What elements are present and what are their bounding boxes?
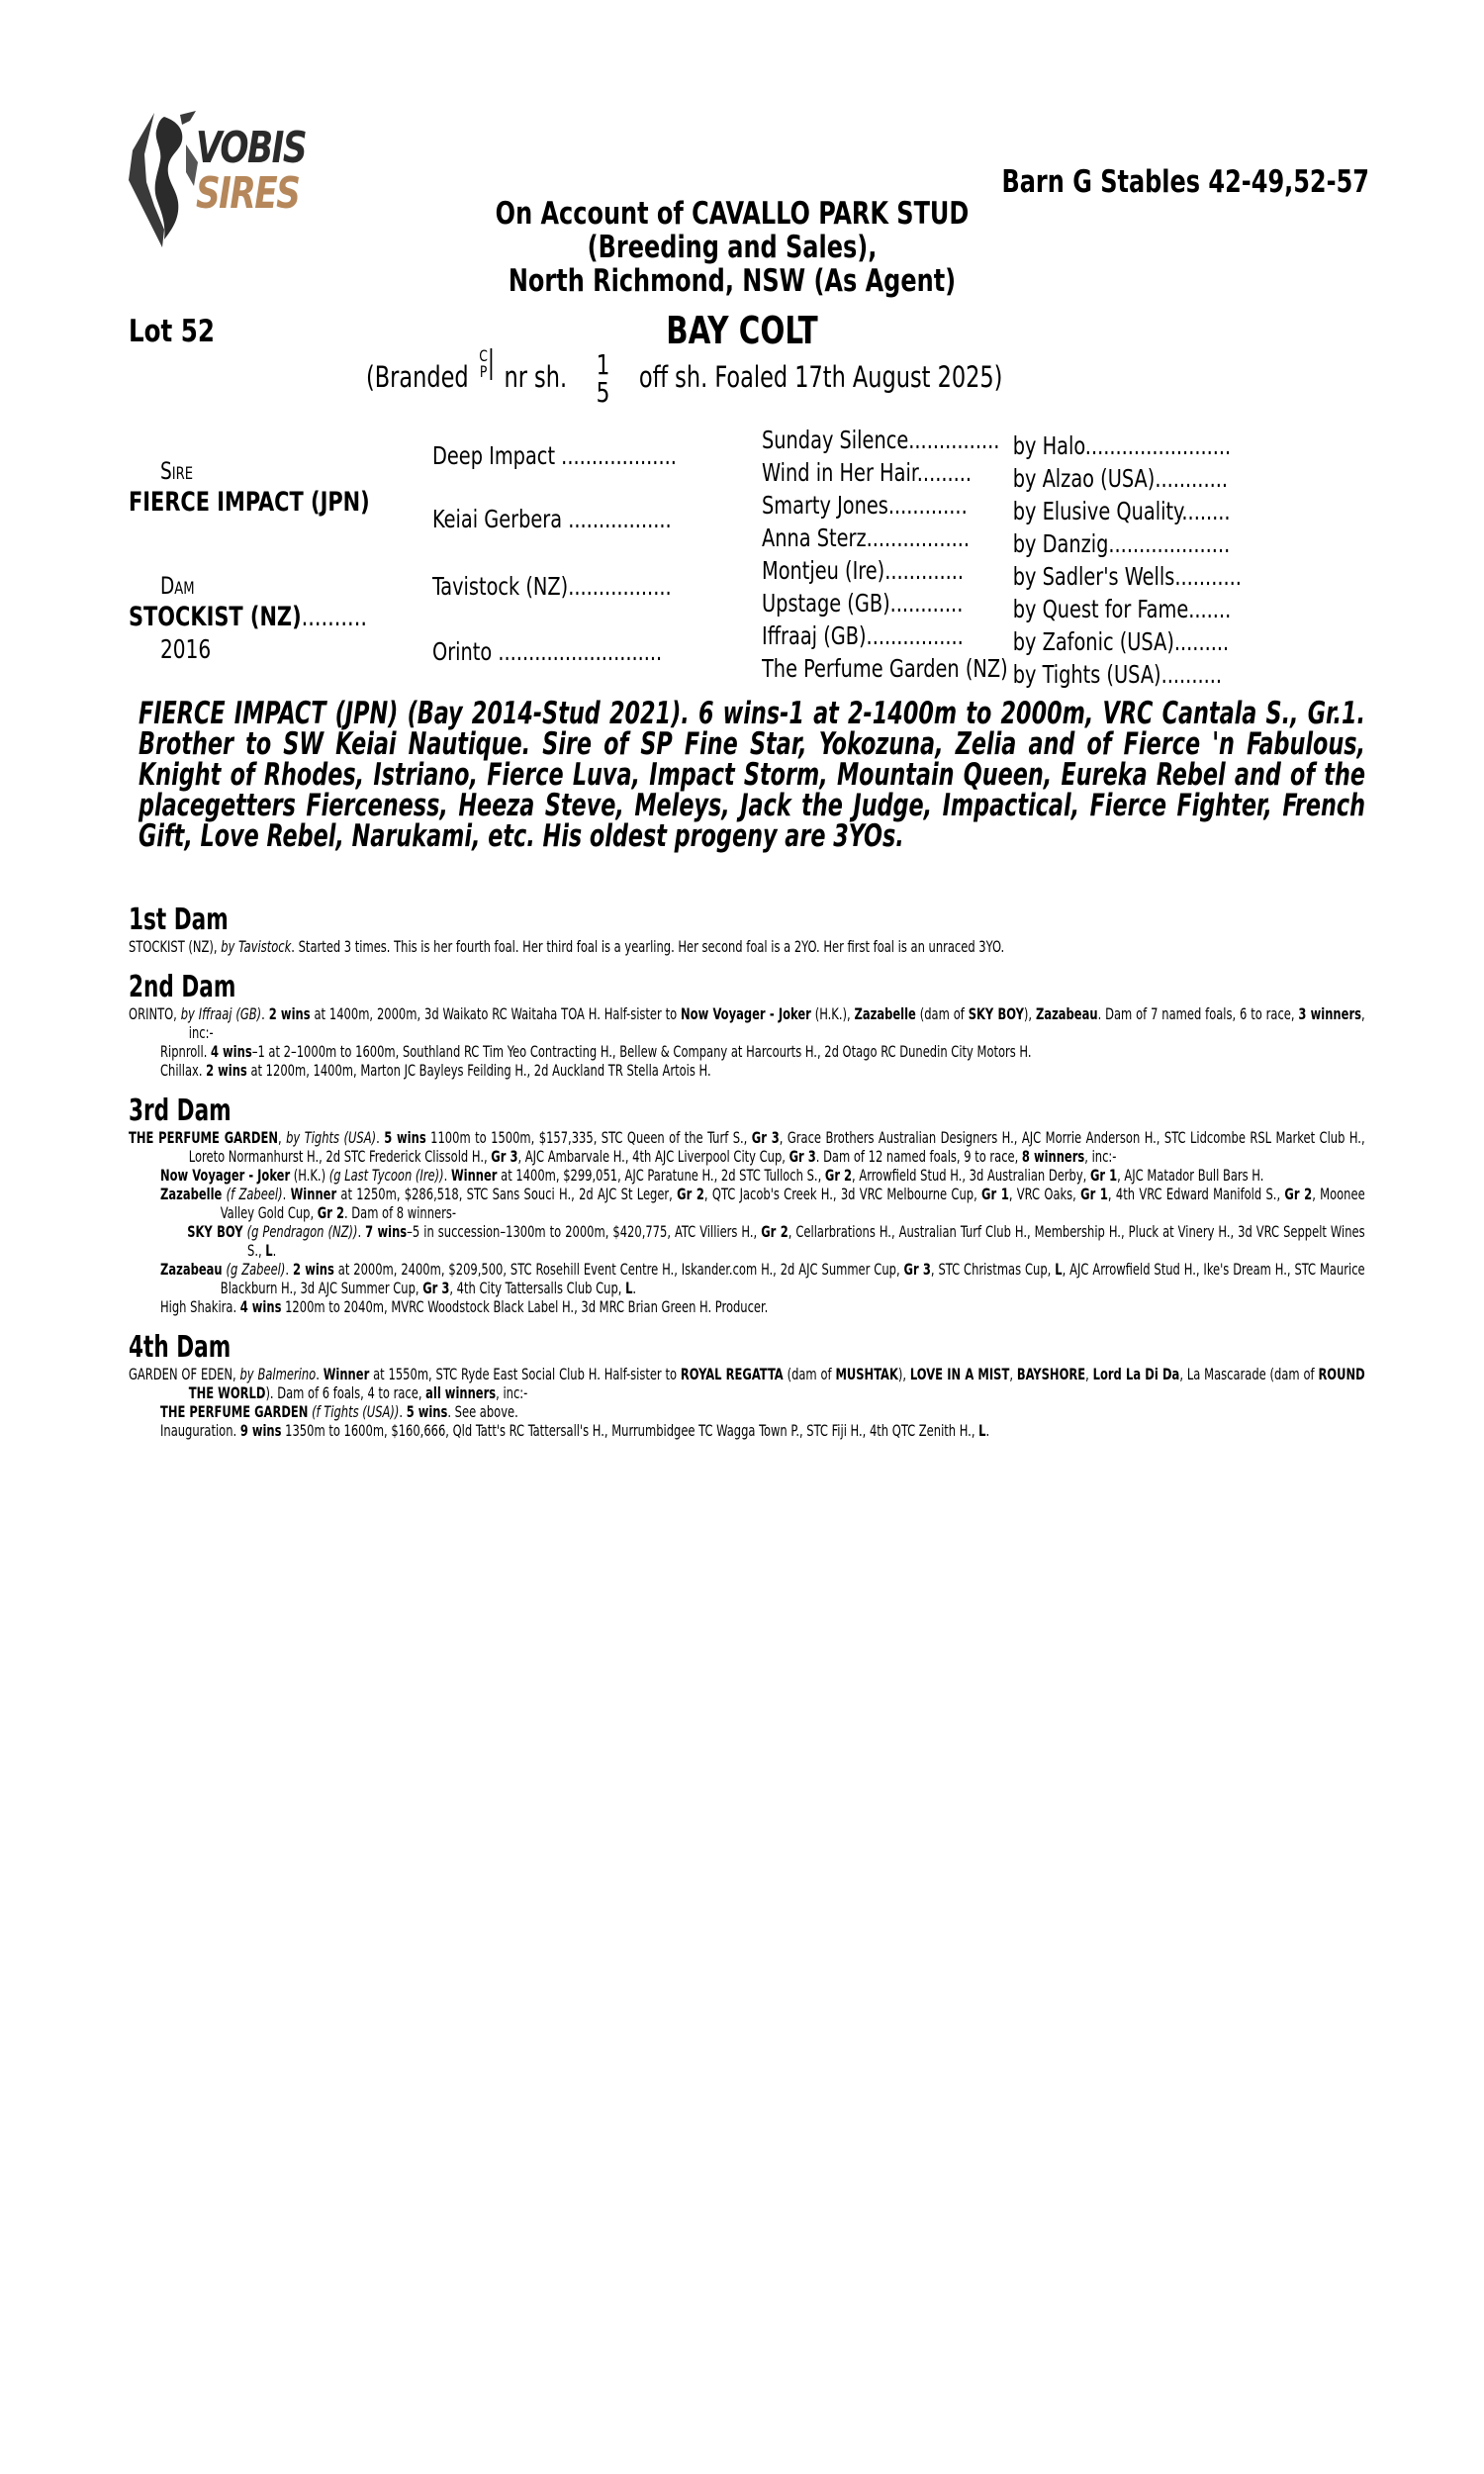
text-run: , Cellarbrations H., Australian Turf Club H., Membership H., Pluck at Vinery H., 3d VRC Seppelt Wines S., [247,1222,1365,1260]
italic-text: by Tavistock [221,937,292,956]
ancestor-name [762,621,1013,650]
bold-text: THE PERFUME GARDEN [160,1402,309,1421]
text-run: . [316,1365,324,1383]
text-run: , STC Christmas Cup, [930,1260,1056,1279]
brand-suffix: off sh. Foaled 17th August 2025) [638,360,1003,394]
progeny-entry [129,1260,1365,1297]
bold-text: SKY BOY [968,1004,1024,1023]
bold-text: Gr 3 [751,1128,780,1147]
bold-text: SKY BOY [187,1222,243,1241]
brand-description [366,348,1002,407]
gen3-row [762,654,1222,689]
text-run: (H.K.) [290,1166,329,1185]
italic-text: by Balmerino [239,1365,317,1383]
bold-text: Winner [450,1166,498,1185]
bold-text: L [625,1279,633,1297]
bold-text: 2 wins [292,1260,334,1279]
text-run: , AJC Matador Bull Bars H. [1117,1166,1264,1185]
bold-text: L [265,1241,273,1260]
dam-heading: 2nd Dam [129,970,236,1004]
bold-text: Gr 2 [761,1222,788,1241]
ancestor-sire [1013,595,1232,623]
bold-text: 7 wins [365,1222,408,1241]
text-run: , [1009,1365,1017,1383]
dam-entry [129,937,1365,956]
text-run: at 1400m, $299,051, AJC Paratune H., 2d STC Tulloch S., [497,1166,825,1185]
text-run: , [278,1128,287,1147]
dam-entry [129,1365,1365,1402]
vendor-line-1: On Account of CAVALLO PARK STUD [495,196,970,232]
bold-text: all winners [425,1383,497,1402]
ancestor-sire-dots: .......... [1160,660,1223,689]
vendor-line-3: North Richmond, NSW (As Agent) [508,263,957,299]
bold-text: BAYSHORE [1016,1365,1086,1383]
bold-text: ROYAL REGATTA [680,1365,784,1383]
logo-text-sires: SIRES [196,168,300,219]
bold-text: Gr 1 [1080,1185,1108,1203]
ancestor-dots: ................. [866,523,971,552]
ancestor-sire-text: by Tights (USA) [1012,660,1161,689]
bold-text: Winner [290,1185,337,1203]
bold-text: Gr 2 [1284,1185,1313,1203]
bold-text: 5 wins [406,1402,448,1421]
ancestor-name-text: Anna Sterz [762,523,867,552]
italic-text: (g Last Tycoon (Ire)) [328,1166,444,1185]
sire-summary [139,696,1365,854]
gen2-row: Deep Impact ................... [432,441,677,470]
bold-text: Gr 2 [317,1203,344,1222]
text-run: , inc:- [496,1383,528,1402]
ancestor-name-text: Smarty Jones [762,491,888,520]
bold-text: Gr 3 [422,1279,450,1297]
bold-text: Gr 1 [1089,1166,1118,1185]
progeny-entry [129,1042,1365,1061]
lot-title: BAY COLT [666,309,818,352]
progeny-entry [129,1185,1365,1222]
ancestor-sire-text: by Halo [1012,431,1085,460]
text-run: ). Dam of 6 foals, 4 to race, [265,1383,426,1402]
ancestor-sire [1013,464,1228,493]
bold-text: Gr 2 [824,1166,853,1185]
bold-text: L [978,1421,986,1440]
bold-text: Gr 3 [903,1260,931,1279]
italic-text: (g Pendragon (NZ)) [246,1222,358,1241]
brand-mark-top: C [479,346,488,365]
ancestor-sire-text: by Elusive Quality [1012,497,1182,525]
text-run: . Dam of 7 named foals, 6 to race, [1097,1004,1299,1023]
text-run: at 1550m, STC Ryde East Social Club H. Half-sister to [369,1365,681,1383]
italic-text: by Iffraaj (GB) [180,1004,262,1023]
bold-text: Zazabelle [160,1185,223,1203]
bold-text: 2 wins [206,1061,247,1080]
ancestor-sire-text: by Danzig [1012,529,1109,558]
ancestor-sire-dots: ............ [1155,464,1229,493]
text-run: 1350m to 1600m, $160,666, Qld Tatt's RC Tattersall's H., Murrumbidgee TC Wagga Town P., STC Fiji H., 4th QTC Zenith H., [281,1421,979,1440]
text-run: , AJC Arrowfield Stud H., Ike's Dream H., STC Maurice Blackburn H., 3d AJC Summer Cup, [220,1260,1365,1297]
dam-entry [129,1128,1365,1166]
ancestor-name-text: Upstage (GB) [762,589,890,618]
gen3-row [762,523,1230,558]
ancestor-dots: ............ [889,589,964,618]
bold-text: 4 wins [239,1297,282,1316]
sire-label: Sire [160,457,194,485]
text-run: STOCKIST (NZ), [129,937,222,956]
progeny-entry [129,1297,1365,1316]
text-run: , inc:- [1084,1147,1117,1166]
text-run: High Shakira. [160,1297,240,1316]
dam-label: Dam [160,572,195,600]
bold-text: Gr 1 [981,1185,1009,1203]
text-run: , Arrowfield Stud H., 3d Australian Derby, [852,1166,1090,1185]
progeny-entry [129,1061,1365,1080]
text-run: ), [1023,1004,1036,1023]
brand-mark [479,348,492,380]
ancestor-name-text: Iffraaj (GB) [762,621,867,650]
text-run: , Grace Brothers Australian Designers H., AJC Morrie Anderson H., STC Lidcombe RSL Market Club H., Loreto Normanhurst H., 2d STC Frederick Clissold H., [188,1128,1365,1166]
barn-stables: Barn G Stables 42-49,52-57 [1001,164,1369,200]
dam-sections [129,889,1365,1440]
dam-heading: 3rd Dam [129,1094,232,1128]
text-run: . See above. [447,1402,518,1421]
bold-text: Zazabelle [854,1004,916,1023]
ancestor-sire-text: by Alzao (USA) [1012,464,1156,493]
bold-text: Winner [323,1365,370,1383]
bold-text: 8 winners [1021,1147,1085,1166]
ancestor-name [762,523,1013,552]
gen2-row: Tavistock (NZ)................. [432,572,672,601]
text-run: at 1250m, $286,518, STC Sans Souci H., 2d AJC St Leger, [336,1185,678,1203]
dam-sections-inner [129,903,1365,1440]
progeny-entry [129,1421,1365,1440]
text-run: . [261,1004,269,1023]
logo-text-vobis: VOBIS [196,123,306,173]
dam-name-row [129,602,367,632]
text-run: GARDEN OF EDEN, [129,1365,240,1383]
brand-near-side: nr sh. [504,360,568,394]
bold-text: LOVE IN A MIST [909,1365,1010,1383]
text-run: (dam of [915,1004,969,1023]
ancestor-name-text: The Perfume Garden (NZ) [762,654,1008,683]
ancestor-sire-text: by Quest for Fame [1012,595,1189,623]
gen2-row: Orinto ........................... [432,637,663,666]
bold-text: Gr 2 [677,1185,704,1203]
gen3-row [762,426,1231,460]
text-run: , [1085,1365,1093,1383]
bold-text: 2 wins [268,1004,311,1023]
text-run: . [376,1128,385,1147]
ancestor-sire-text: by Zafonic (USA) [1012,627,1174,656]
text-run: Inauguration. [160,1421,240,1440]
italic-text: by Tights (USA) [286,1128,377,1147]
text-run: –5 in succession–1300m to 2000m, $420,775, ATC Villiers H., [407,1222,762,1241]
bold-text: Lord La Di Da [1092,1365,1180,1383]
bold-text: L [1055,1260,1063,1279]
gen3-row [762,458,1228,493]
text-run: . [285,1260,293,1279]
gen2-row: Keiai Gerbera ................. [432,505,672,533]
text-run: at 1200m, 1400m, Marton JC Bayleys Feilding H., 2d Auckland TR Stella Artois H. [246,1061,711,1080]
text-run: , La Mascarade (dam of [1179,1365,1319,1383]
brand-fraction [596,348,610,409]
ancestor-dots: ............. [887,491,968,520]
bold-text: 9 wins [239,1421,282,1440]
text-run: . [282,1185,291,1203]
bold-text: Now Voyager - Joker [681,1004,811,1023]
ancestor-sire-dots: ....... [1188,595,1232,623]
ancestor-name [762,556,1013,585]
lot-number: Lot 52 [129,314,215,349]
gen3-row [762,556,1242,591]
bold-text: Gr 3 [491,1147,518,1166]
text-run: at 2000m, 2400m, $209,500, STC Rosehill Event Centre H., Iskander.com H., 2d AJC Summer Cup, [333,1260,904,1279]
progeny-entry [129,1166,1365,1185]
text-run: , QTC Jacob's Creek H., 3d VRC Melbourne Cup, [703,1185,982,1203]
bold-text: THE PERFUME GARDEN [129,1128,278,1147]
text-run: 1100m to 1500m, $157,335, STC Queen of the Turf S., [425,1128,752,1147]
dam-heading: 4th Dam [129,1330,232,1365]
bold-text: Now Voyager - Joker [160,1166,291,1185]
text-run: . [443,1166,451,1185]
text-run: at 1400m, 2000m, 3d Waikato RC Waitaha TOA H. Half-sister to [310,1004,682,1023]
ancestor-name-text: Montjeu (Ire) [762,556,885,585]
bold-text: 4 wins [211,1042,252,1061]
italic-text: (f Zabeel) [226,1185,283,1203]
text-run: , 4th City Tattersalls Club Cup, [449,1279,626,1297]
progeny-entry [129,1222,1365,1260]
text-run: ), [897,1365,910,1383]
ancestor-name [762,426,1013,454]
ancestor-sire [1013,497,1231,525]
text-run: . Dam of 12 named foals, 9 to race, [815,1147,1022,1166]
ancestor-sire-text: by Sadler's Wells [1012,562,1175,591]
dam-entry [129,1004,1365,1042]
fraction-bottom: 5 [596,376,610,409]
ancestor-sire-dots: ......... [1173,627,1230,656]
ancestor-name [762,458,1013,487]
horse-rider-icon [125,111,202,249]
fraction-top: 1 [596,348,610,381]
bold-text: MUSHTAK [835,1365,898,1383]
text-run: . Started 3 times. This is her fourth foal. Her third foal is a yearling. Her second foal is a 2YO. Her first foal is an unraced 3YO. [291,937,1005,956]
vendor-line-2: (Breeding and Sales), [587,230,878,265]
progeny-entry [129,1402,1365,1421]
text-run: (dam of [783,1365,836,1383]
gen3-row [762,491,1231,525]
dam-dots: .......... [301,602,367,632]
text-run: –1 at 2–1000m to 1600m, Southland RC Tim Yeo Contracting H., Bellew & Company at Harcourts H., 2d Otago RC Dunedin City Motors H. [251,1042,1032,1061]
ancestor-sire [1013,431,1231,460]
text-run: . [357,1222,366,1241]
bold-text: 5 wins [384,1128,426,1147]
ancestor-sire-dots: .................... [1108,529,1231,558]
text-run: . [272,1241,277,1260]
gen3-row [762,589,1231,623]
ancestor-name-text: Sunday Silence [762,426,909,454]
ancestor-dots: ......... [916,458,973,487]
ancestor-dots: ............. [884,556,965,585]
ancestor-sire [1013,529,1231,558]
ancestor-sire-dots: ........................ [1084,431,1232,460]
ancestor-dots: ............... [908,426,1000,454]
text-run: . [399,1402,407,1421]
dam-name: STOCKIST (NZ) [129,602,302,632]
ancestor-sire-dots: ........ [1181,497,1231,525]
brand-mark-bottom: P [479,362,488,381]
text-run: Ripnroll. [160,1042,212,1061]
text-run: Chillax. [160,1061,207,1080]
text-run: . [632,1279,637,1297]
text-run: , AJC Ambarvale H., 4th AJC Liverpool City Cup, [517,1147,789,1166]
ancestor-sire-dots: ........... [1174,562,1242,591]
dam-heading: 1st Dam [129,903,229,937]
text-run: . Dam of 8 winners- [343,1203,456,1222]
brand-prefix: (Branded [366,360,469,394]
text-run: 1200m to 2040m, MVRC Woodstock Black Label H., 3d MRC Brian Green H. Producer. [281,1297,769,1316]
ancestor-name [762,654,1013,683]
bold-text: ROUND THE WORLD [188,1365,1365,1402]
vobis-sires-logo [125,107,323,255]
gen3-row [762,621,1229,656]
bold-text: Gr 3 [788,1147,816,1166]
italic-text: (f Tights (USA)) [312,1402,400,1421]
bold-text: 3 winners [1298,1004,1361,1023]
ancestor-dots: ................ [866,621,964,650]
text-run: , Moonee Valley Gold Cup, [220,1185,1365,1222]
sire-summary-text: FIERCE IMPACT (JPN) (Bay 2014-Stud 2021). 6 wins-1 at 2-1400m to 2000m, VRC Cantala S., Gr.1. Brother to SW Keiai Nautique. Sire of SP Fine Star, Yokozuna, Zelia and of Fierce 'n Fabulous, Knight of Rhodes, Istriano, Fierce Luva, Impact Storm, Mountain Queen, Eureka Rebel and of the placegetters Fierceness, Heeza Steve, Meleys, Jack the Judge, Impactical, Fierce Fighter, French Gift, Love Rebel, Narukami, etc. His oldest progeny are 3YOs. [139,696,1365,854]
text-run: , 4th VRC Edward Manifold S., [1107,1185,1285,1203]
text-run: , VRC Oaks, [1008,1185,1081,1203]
sire-name: FIERCE IMPACT (JPN) [129,487,370,518]
ancestor-sire [1013,627,1229,656]
text-run: . [985,1421,990,1440]
bold-text: Zazabeau [1035,1004,1098,1023]
ancestor-name [762,589,1013,618]
ancestor-sire [1013,562,1242,591]
ancestor-name [762,491,1013,520]
text-run: , inc:- [188,1004,1365,1042]
dam-year: 2016 [160,635,212,665]
italic-text: (g Zabeel) [226,1260,286,1279]
ancestor-sire [1013,660,1222,689]
ancestor-name-text: Wind in Her Hair [762,458,917,487]
bold-text: Zazabeau [160,1260,223,1279]
text-run: (H.K.), [810,1004,855,1023]
text-run: ORINTO, [129,1004,181,1023]
